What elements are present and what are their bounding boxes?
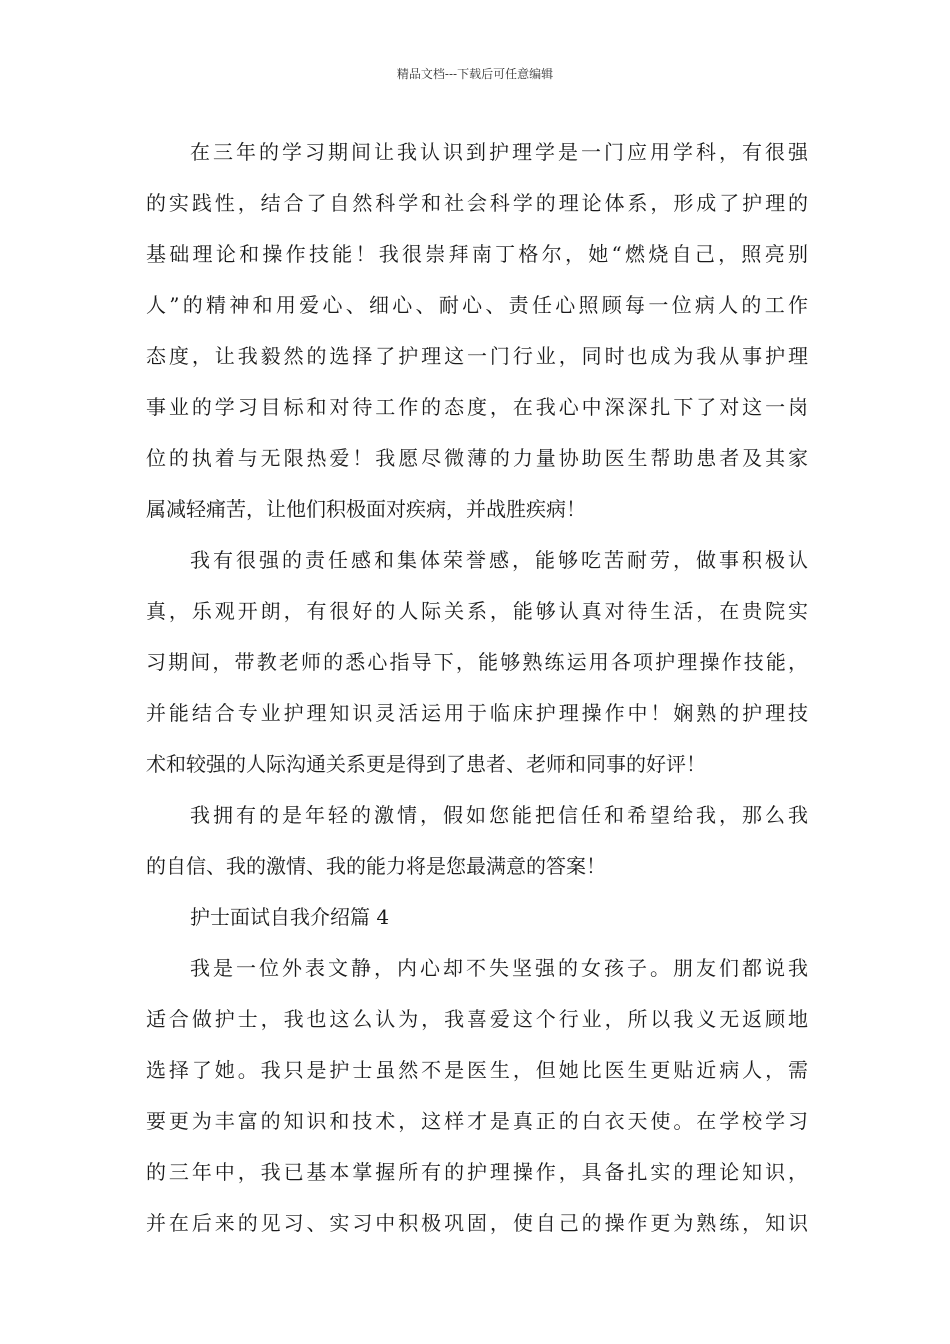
text-line: 事业的学习目标和对待工作的态度，在我心中深深扎下了对这一岗 [146,395,808,419]
text-line: 基础理论和操作技能！我很崇拜南丁格尔，她“燃烧自己，照亮别 [146,242,808,266]
text-line: 位的执着与无限热爱！我愿尽微薄的力量协助医生帮助患者及其家 [146,446,808,470]
text-line: 适合做护士，我也这么认为，我喜爱这个行业，所以我义无返顾地 [146,1007,808,1031]
section-heading: 护士面试自我介绍篇 4 [190,905,390,929]
page-header: 精品文档---下载后可任意编辑 [396,67,554,81]
text-line: 态度，让我毅然的选择了护理这一门行业，同时也成为我从事护理 [146,344,808,368]
text-line: 在三年的学习期间让我认识到护理学是一门应用学科，有很强 [190,140,808,164]
text-line: 我拥有的是年轻的激情，假如您能把信任和希望给我，那么我 [190,803,808,827]
text-line: 要更为丰富的知识和技术，这样才是真正的白衣天使。在学校学习 [146,1109,808,1133]
text-line: 的自信、我的激情、我的能力将是您最满意的答案！ [146,854,606,878]
text-line: 并在后来的见习、实习中积极巩固，使自己的操作更为熟练，知识 [146,1211,808,1235]
text-line: 真，乐观开朗，有很好的人际关系，能够认真对待生活，在贵院实 [146,599,808,623]
text-line: 选择了她。我只是护士虽然不是医生，但她比医生更贴近病人，需 [146,1058,808,1082]
text-line: 的三年中，我已基本掌握所有的护理操作，具备扎实的理论知识， [146,1160,808,1184]
text-line: 人”的精神和用爱心、细心、耐心、责任心照顾每一位病人的工作 [146,293,808,317]
text-line: 的实践性，结合了自然科学和社会科学的理论体系，形成了护理的 [146,191,808,215]
document-body [146,127,808,1249]
text-line: 并能结合专业护理知识灵活运用于临床护理操作中！娴熟的护理技 [146,701,808,725]
text-line: 习期间，带教老师的悉心指导下，能够熟练运用各项护理操作技能， [146,650,808,674]
text-line: 我是一位外表文静，内心却不失坚强的女孩子。朋友们都说我 [190,956,808,980]
text-line: 我有很强的责任感和集体荣誉感，能够吃苦耐劳，做事积极认 [190,548,808,572]
text-line: 属减轻痛苦，让他们积极面对疾病，并战胜疾病！ [146,497,586,521]
text-line: 术和较强的人际沟通关系更是得到了患者、老师和同事的好评！ [146,752,706,776]
